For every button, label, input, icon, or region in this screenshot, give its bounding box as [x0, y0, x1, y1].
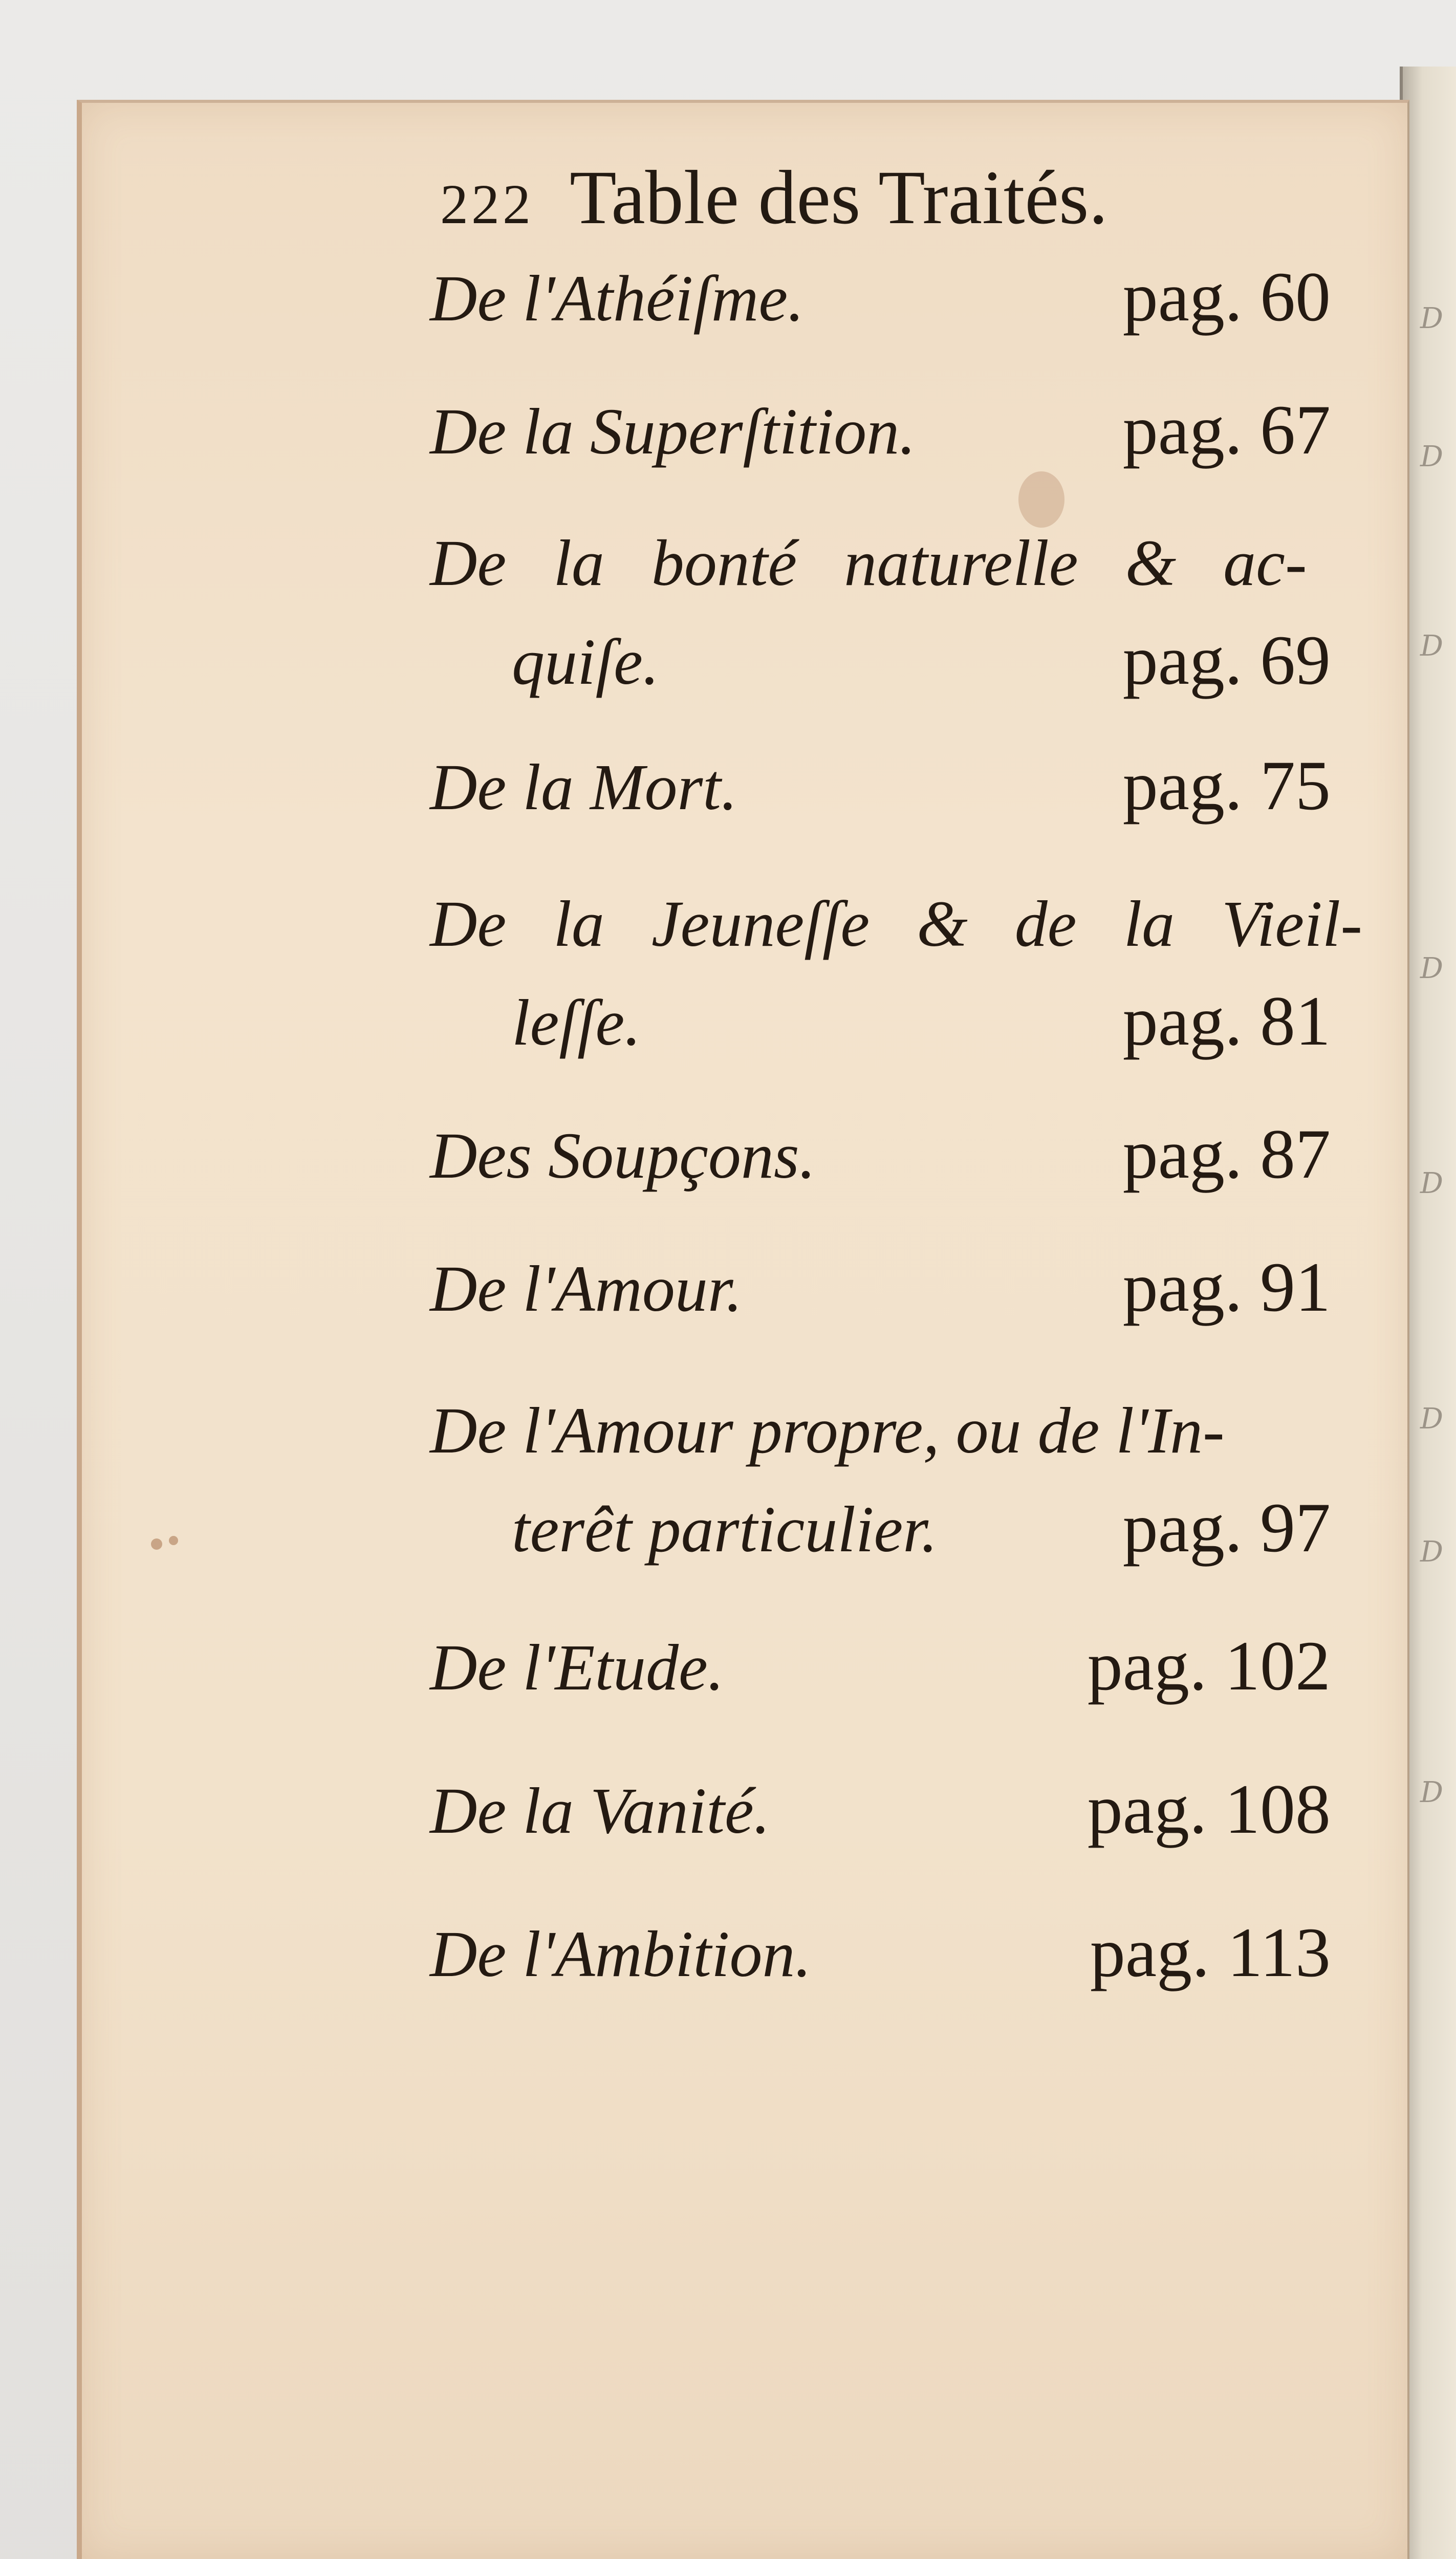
- list-item: [430, 1617, 1331, 1715]
- entry-page-ref: pag. 60: [1122, 257, 1331, 336]
- entry-title-continued: leſſe.: [512, 986, 641, 1059]
- entry-page-ref: pag. 108: [1087, 1770, 1331, 1848]
- entry-title: Des Soupçons.: [430, 1119, 816, 1192]
- list-item: [430, 514, 1331, 709]
- list-item: [430, 381, 1331, 479]
- list-item: [430, 1761, 1331, 1858]
- entry-title: De l'Athéiſme.: [430, 262, 805, 335]
- facing-page-letter: D: [1420, 1402, 1443, 1436]
- entry-title: De l'Ambition.: [430, 1918, 812, 1990]
- entry-title: De la bonté naturelle & ac-: [430, 527, 1307, 599]
- entry-page-ref: pag. 87: [1122, 1115, 1331, 1193]
- entry-page-ref: pag. 69: [1122, 621, 1331, 699]
- list-item: [430, 1382, 1331, 1576]
- entry-title: De la Superſtition.: [430, 395, 916, 468]
- entry-page-ref: pag. 67: [1122, 391, 1331, 469]
- facing-page-letter: D: [1420, 1167, 1443, 1200]
- list-item: [430, 1239, 1331, 1336]
- entry-title: De la Mort.: [430, 751, 737, 823]
- entry-title: De l'Etude.: [430, 1631, 724, 1704]
- facing-page-letter: D: [1420, 630, 1443, 663]
- entry-title: De la Vanité.: [430, 1774, 770, 1847]
- entry-page-ref: pag. 91: [1122, 1248, 1331, 1326]
- entry-title: De l'Amour propre, ou de l'In-: [430, 1394, 1225, 1467]
- entry-title-continued: terêt particulier.: [512, 1493, 938, 1566]
- facing-page-letter: D: [1420, 952, 1443, 985]
- entry-page-ref: pag. 113: [1090, 1913, 1331, 1991]
- list-item: [430, 248, 1331, 345]
- facing-page-letter: D: [1420, 1535, 1443, 1569]
- facing-page-letter: D: [1420, 440, 1443, 473]
- list-item: [430, 1904, 1331, 2001]
- entry-page-ref: pag. 102: [1087, 1627, 1331, 1705]
- facing-page-letter: D: [1420, 1776, 1443, 1809]
- list-item: [430, 1105, 1331, 1203]
- entry-title-continued: quiſe.: [512, 625, 659, 698]
- entry-page-ref: pag. 81: [1122, 982, 1331, 1060]
- list-item: [430, 737, 1331, 834]
- page-number: 222: [440, 173, 534, 235]
- entry-page-ref: pag. 97: [1122, 1488, 1331, 1567]
- entry-title: De l'Amour.: [430, 1252, 743, 1325]
- list-item: [430, 875, 1362, 1070]
- entry-title: De la Jeuneſſe & de la Vieil-: [430, 887, 1362, 960]
- facing-page-letter: D: [1420, 302, 1443, 335]
- entry-page-ref: pag. 75: [1122, 746, 1331, 825]
- page-title: Table des Traités.: [570, 155, 1108, 240]
